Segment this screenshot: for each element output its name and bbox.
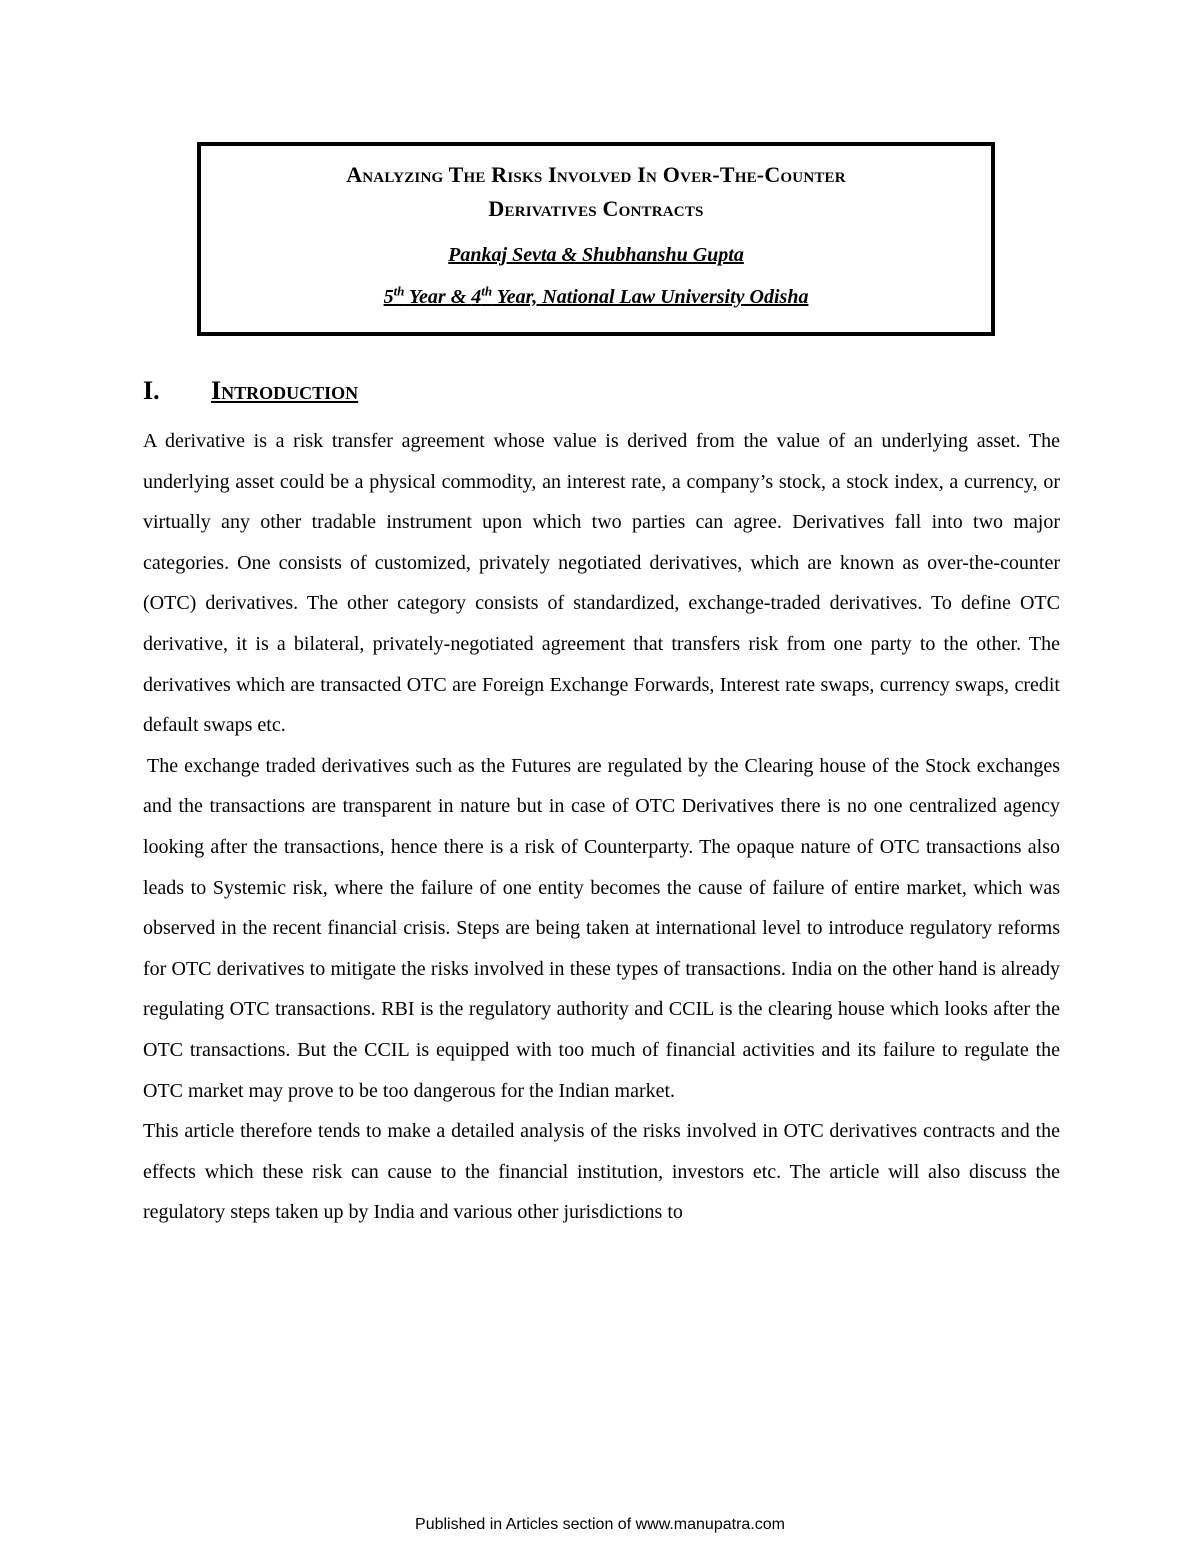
title-box	[197, 142, 995, 336]
affiliation-rest: Year, National Law University Odisha	[492, 286, 809, 308]
paragraph-2: The exchange traded derivatives such as the Futures are regulated by the Clearing house of the Stock exchanges and the transactions are transparent in nature but in case of OTC Derivatives there is no one centralized agency looking after the transactions, hence there is a risk of Counterparty. The opaque nature of OTC transactions also leads to Systemic risk, where the failure of one entity becomes the cause of failure of entire market, which was observed in the recent financial crisis. Steps are being taken at international level to introduce regulatory reforms for OTC derivatives to mitigate the risks involved in these types of transactions. India on the other hand is already regulating OTC transactions. RBI is the regulatory authority and CCIL is the clearing house which looks after the OTC transactions. But the CCIL is equipped with too much of financial activities and its failure to regulate the OTC market may prove to be too dangerous for the Indian market.	[143, 754, 1060, 1102]
affiliation-mid: Year &	[404, 286, 472, 308]
body-text	[143, 421, 1060, 1233]
affiliation-year2-sup: th	[481, 283, 493, 299]
authors: Pankaj Sevta & Shubhanshu Gupta	[448, 244, 744, 266]
paper-title	[201, 158, 991, 226]
affiliation-year1-sup: th	[393, 283, 405, 299]
section-number: I.	[143, 376, 160, 405]
paper-title-line-1: Analyzing The Risks Involved In Over-The-Counter	[346, 162, 846, 187]
affiliation-year2-num: 4	[471, 286, 482, 308]
affiliation	[201, 284, 991, 310]
section-title: Introduction	[211, 376, 359, 405]
footer-note: Published in Articles section of www.manupatra.com	[415, 1516, 785, 1533]
paragraph-1: A derivative is a risk transfer agreement whose value is derived from the value of an underlying asset. The underlying asset could be a physical commodity, an interest rate, a company’s stock, a stock index, a currency, or virtually any other tradable instrument upon which two parties can agree. Derivatives fall into two major categories. One consists of customized, privately negotiated derivatives, which are known as over-the-counter (OTC) derivatives. The other category consists of standardized, exchange-traded derivatives. To define OTC derivative, it is a bilateral, privately-negotiated agreement that transfers risk from one party to the other. The derivatives which are transacted OTC are Foreign Exchange Forwards, Interest rate swaps, currency swaps, credit default swaps etc.	[143, 430, 1060, 737]
section-heading	[143, 374, 358, 408]
paragraph-3: This article therefore tends to make a detailed analysis of the risks involved in OTC derivatives contracts and the effects which these risk can cause to the financial institution, investors etc. The article will also discuss the regulatory steps taken up by India and various other jurisdictions to	[143, 1120, 1060, 1224]
affiliation-year1-num: 5	[383, 286, 394, 308]
paper-title-line-2: Derivatives Contracts	[488, 196, 704, 221]
